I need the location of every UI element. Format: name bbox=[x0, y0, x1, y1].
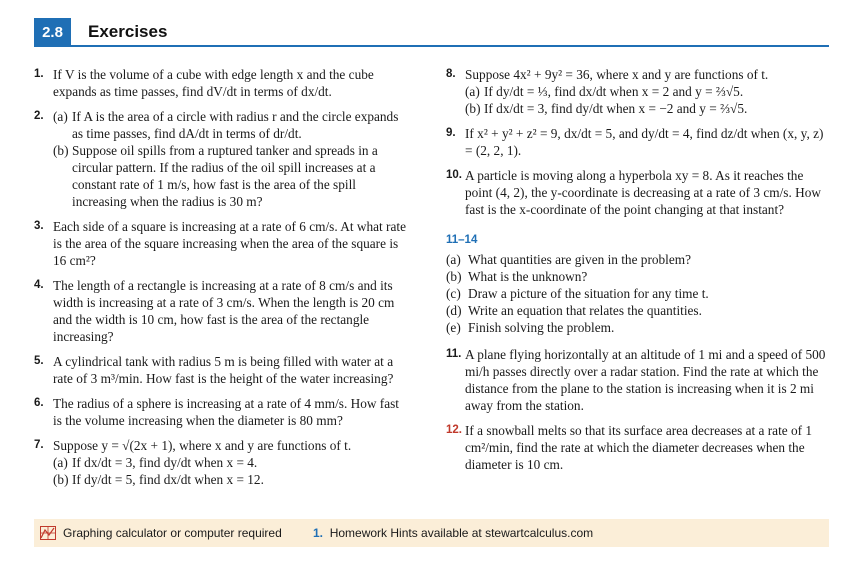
part-label: (a) bbox=[465, 84, 480, 99]
part-text: If dx/dt = 3, find dy/dt when x = 4. bbox=[72, 455, 258, 470]
exercise-3 bbox=[34, 218, 406, 269]
exercise-text: The radius of a sphere is increasing at a rate of 4 mm/s. How fast is the volume increasing when the diameter is 80 mm? bbox=[53, 396, 399, 428]
hint-text: Homework Hints available at stewartcalculus.com bbox=[329, 526, 594, 540]
exercise-part bbox=[465, 100, 830, 117]
exercise-2 bbox=[34, 108, 406, 210]
part-label: (b) bbox=[465, 101, 481, 116]
exercise-part bbox=[53, 142, 406, 210]
exercise-text: Each side of a square is increasing at a rate of 6 cm/s. At what rate is the area of the square increasing when the area of the square is 16 cm²? bbox=[53, 219, 406, 268]
exercise-1 bbox=[34, 66, 406, 100]
exercise-number: 10. bbox=[446, 169, 462, 181]
item-text: Finish solving the problem. bbox=[468, 320, 615, 335]
exercise-number: 4. bbox=[34, 279, 44, 291]
exercise-12 bbox=[446, 422, 830, 473]
left-column bbox=[34, 66, 406, 496]
part-text: If dy/dt = 5, find dx/dt when x = 12. bbox=[72, 472, 264, 487]
right-column bbox=[446, 66, 830, 481]
item-label: (d) bbox=[446, 303, 462, 318]
exercise-part bbox=[53, 471, 406, 488]
part-text: If A is the area of a circle with radius r and the circle expands as time passes, find dA/dt in terms of dr/dt. bbox=[72, 109, 399, 141]
exercise-text: A plane flying horizontally at an altitude of 1 mi and a speed of 500 mi/h passes directly over a radar station. Find the rate at which the distance from the plane to the station is increasing when it is 2 mi away from the station. bbox=[465, 347, 826, 413]
item-text: What is the unknown? bbox=[468, 269, 588, 284]
exercise-number: 1. bbox=[34, 68, 44, 80]
item-text: Write an equation that relates the quantities. bbox=[468, 303, 702, 318]
calculator-note: Graphing calculator or computer required bbox=[63, 526, 282, 540]
exercise-number: 9. bbox=[446, 127, 456, 139]
part-label: (b) bbox=[53, 143, 69, 158]
exercise-number: 2. bbox=[34, 110, 44, 122]
exercise-number: 3. bbox=[34, 220, 44, 232]
graphing-calculator-icon bbox=[40, 526, 56, 540]
part-label: (b) bbox=[53, 472, 69, 487]
instruction-item bbox=[446, 251, 830, 268]
exercise-7 bbox=[34, 437, 406, 488]
exercise-8 bbox=[446, 66, 830, 117]
exercise-11 bbox=[446, 346, 830, 414]
exercise-text: A particle is moving along a hyperbola xy = 8. As it reaches the point (4, 2), the y-coordinate is decreasing at a rate of 3 cm/s. How fast is the x-coordinate of the point changing at that instant? bbox=[465, 168, 821, 217]
exercise-number: 6. bbox=[34, 397, 44, 409]
exercise-number: 11. bbox=[446, 348, 462, 360]
exercise-number: 7. bbox=[34, 439, 44, 451]
exercise-part bbox=[53, 108, 406, 142]
part-label: (a) bbox=[53, 455, 68, 470]
instruction-item bbox=[446, 319, 830, 336]
exercise-6 bbox=[34, 395, 406, 429]
exercise-text: If V is the volume of a cube with edge length x and the cube expands as time passes, find dV/dt in terms of dx/dt. bbox=[53, 67, 374, 99]
part-text: If dy/dt = ⅓, find dx/dt when x = 2 and y = ⅔√5. bbox=[484, 84, 744, 99]
header-rule bbox=[34, 45, 829, 47]
homework-hints-note bbox=[313, 526, 593, 540]
footer-bar bbox=[34, 519, 829, 547]
exercise-text: A cylindrical tank with radius 5 m is being filled with water at a rate of 3 m³/min. How fast is the height of the water increasing? bbox=[53, 354, 394, 386]
item-text: Draw a picture of the situation for any time t. bbox=[468, 286, 709, 301]
instruction-item bbox=[446, 268, 830, 285]
item-text: What quantities are given in the problem? bbox=[468, 252, 692, 267]
exercise-text: Suppose y = √(2x + 1), where x and y are functions of t. bbox=[53, 438, 352, 453]
exercise-group-instructions bbox=[446, 251, 830, 336]
exercise-9 bbox=[446, 125, 830, 159]
section-header bbox=[34, 18, 829, 46]
item-label: (e) bbox=[446, 320, 461, 335]
exercise-text: The length of a rectangle is increasing at a rate of 8 cm/s and its width is increasing at a rate of 3 cm/s. When the length is 20 cm and the width is 10 cm, how fast is the area of the rectangle increasing? bbox=[53, 278, 395, 344]
exercise-group-label: 11–14 bbox=[446, 234, 478, 246]
item-label: (a) bbox=[446, 252, 461, 267]
exercise-4 bbox=[34, 277, 406, 345]
exercise-number: 8. bbox=[446, 68, 456, 80]
hint-number: 1. bbox=[313, 526, 324, 540]
exercise-part bbox=[53, 454, 406, 471]
item-label: (b) bbox=[446, 269, 462, 284]
section-title: Exercises bbox=[88, 22, 168, 41]
exercise-part bbox=[465, 83, 830, 100]
exercise-text: Suppose 4x² + 9y² = 36, where x and y are functions of t. bbox=[465, 67, 769, 82]
part-text: If dx/dt = 3, find dy/dt when x = −2 and y = ⅔√5. bbox=[484, 101, 748, 116]
exercise-text: If x² + y² + z² = 9, dx/dt = 5, and dy/dt = 4, find dz/dt when (x, y, z) = (2, 2, 1). bbox=[465, 126, 824, 158]
exercise-10 bbox=[446, 167, 830, 218]
part-label: (a) bbox=[53, 109, 68, 124]
item-label: (c) bbox=[446, 286, 461, 301]
exercise-number: 5. bbox=[34, 355, 44, 367]
section-number: 2.8 bbox=[34, 18, 71, 46]
instruction-item bbox=[446, 302, 830, 319]
exercise-number: 12. bbox=[446, 424, 462, 436]
instruction-item bbox=[446, 285, 830, 302]
exercise-5 bbox=[34, 353, 406, 387]
part-text: Suppose oil spills from a ruptured tanker and spreads in a circular pattern. If the radius of the oil spill increases at a constant rate of 1 m/s, how fast is the area of the spill increasing when the radius is 30 m? bbox=[72, 143, 378, 209]
exercise-text: If a snowball melts so that its surface area decreases at a rate of 1 cm²/min, find the rate at which the diameter decreases when the diameter is 10 cm. bbox=[465, 423, 813, 472]
